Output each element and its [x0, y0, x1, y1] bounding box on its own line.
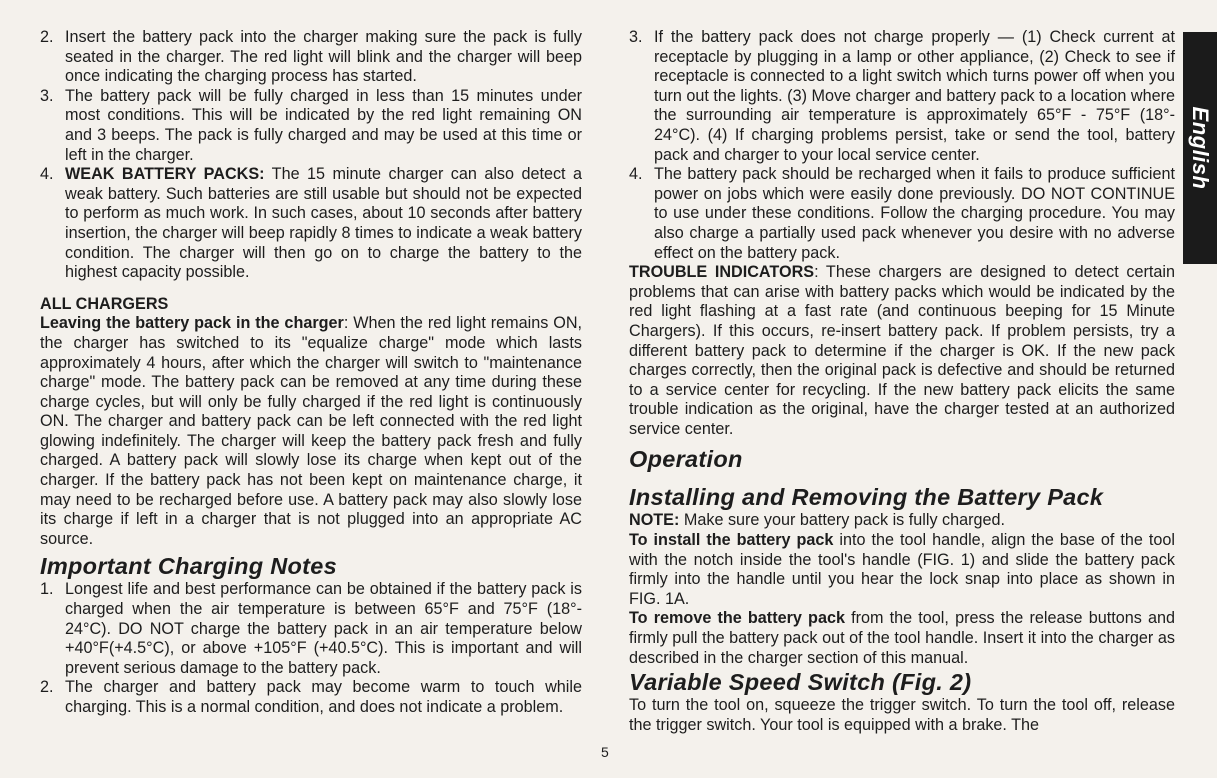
- list-item: [40, 28, 582, 87]
- language-side-tab: [1183, 32, 1217, 264]
- leaving-bold-lead: Leaving the battery pack in the charger: [40, 314, 344, 333]
- charging-steps-list: [40, 28, 582, 283]
- list-text: The 15 minute charger can also detect a weak battery. Such batteries are still usable but should not be expected to perform as much work. In such cases, about 10 seconds after battery insertion, the charger will beep rapidly 8 times to indicate a weak battery condition. The charger will then go on to charge the battery to the highest capacity possible.: [65, 165, 582, 282]
- list-item: [40, 678, 582, 717]
- list-number: 3.: [40, 86, 54, 105]
- variable-speed-paragraph: To turn the tool on, squeeze the trigger switch. To turn the tool off, release the trigger switch. Your tool is equipped with a brake. The: [629, 696, 1175, 734]
- leaving-text: : When the red light remains ON, the charger has switched to its "equalize charge" mode which lasts approximately 4 hours, after which the charger will switch to "maintenance charge" mode. The battery pack can be removed at any time during these charge cycles, but will only be fully charged if the red light is continuously ON. The charger and battery pack can be left connected with the red light glowing indefinitely. The charger will keep the battery pack fresh and fully charged. A battery pack will slowly lose its charge when kept out of the charger. If the battery pack has not been kept on maintenance charge, it may need to be recharged before use. A battery pack may also slowly lose its charge if left in a charger that is not plugged into an appropriate AC source.: [40, 314, 583, 548]
- list-item: [629, 165, 1175, 263]
- note-text: Make sure your battery pack is fully charged.: [679, 511, 1006, 530]
- note-paragraph: [629, 511, 1175, 531]
- install-paragraph: [629, 531, 1175, 609]
- language-tab-label: English: [1188, 106, 1213, 190]
- all-chargers-heading: ALL CHARGERS: [40, 294, 169, 313]
- leaving-paragraph: [40, 314, 582, 549]
- remove-bold-lead: To remove the battery pack: [629, 609, 845, 628]
- left-column: [40, 28, 582, 718]
- installing-heading: Installing and Removing the Battery Pack: [629, 484, 1104, 511]
- important-notes-heading: Important Charging Notes: [40, 553, 338, 580]
- note-bold-lead: NOTE:: [629, 511, 680, 530]
- right-column: [629, 28, 1175, 735]
- list-number: 1.: [40, 580, 54, 599]
- trouble-bold-lead: TROUBLE INDICATORS: [629, 263, 815, 282]
- install-text: into the tool handle, align the base of the tool with the notch inside the tool's handle (FIG. 1) and slide the battery pack firmly into the handle until you hear the lock snap into place as shown in FIG. 1A.: [629, 531, 1175, 608]
- list-text: The battery pack will be fully charged in less than 15 minutes under most conditions. This will be indicated by the red light remaining ON and 3 beeps. The pack is fully charged and may be used at this time or left in the charger.: [65, 86, 582, 164]
- list-text: Insert the battery pack into the charger making sure the pack is fully seated in the charger. The red light will blink and the charger will beep once indicating the charging process has started.: [65, 28, 582, 86]
- list-text: Longest life and best performance can be obtained if the battery pack is charged when the air temperature is between 65°F and 75°F (18°- 24°C). DO NOT charge the battery pack in an air temperature below +40°F(+4.5°C), or above +105°F (+40.5°C). This is important and will prevent serious damage to the battery pack.: [65, 580, 582, 677]
- install-bold-lead: To install the battery pack: [629, 531, 834, 550]
- trouble-text: : These chargers are designed to detect certain problems that can arise with battery packs which would be indicated by the red light flashing at a fast rate (and continuous beeping for 15 Minute Chargers). If this occurs, re-insert battery pack. If problem persists, try a different battery pack to determine if the charger is OK. If the new pack charges correctly, then the original pack is defective and should be returned to a service center for recycling. If the new battery pack elicits the same trouble indication as the original, have the charger tested at an authorized service center.: [629, 263, 1175, 438]
- list-item: [40, 165, 582, 283]
- important-notes-list: [40, 580, 582, 717]
- list-number: 3.: [629, 28, 643, 46]
- remove-text: from the tool, press the release buttons and firmly pull the battery pack out of the tool handle. Insert it into the charger as described in the charger section of this manual.: [629, 609, 1175, 667]
- list-bold-lead: WEAK BATTERY PACKS:: [65, 165, 265, 184]
- list-text: The battery pack should be recharged when it fails to produce sufficient power on jobs which were easily done previously. DO NOT CONTINUE to use under these conditions. Follow the charging procedure. You may also charge a partially used pack whenever you desire with no adverse effect on the battery pack.: [654, 165, 1175, 262]
- list-number: 2.: [40, 678, 54, 697]
- list-number: 4.: [629, 165, 643, 184]
- list-number: 4.: [40, 165, 54, 184]
- remove-paragraph: [629, 609, 1175, 668]
- list-item: [40, 580, 582, 678]
- charging-steps-list-continued: [629, 28, 1175, 263]
- list-text: The charger and battery pack may become warm to touch while charging. This is a normal condition, and does not indicate a problem.: [65, 678, 582, 716]
- variable-speed-heading: Variable Speed Switch (Fig. 2): [629, 669, 972, 696]
- list-text: If the battery pack does not charge properly — (1) Check current at receptacle by plugging in a lamp or other appliance, (2) Check to see if receptacle is connected to a light switch which turns power off when you turn out the lights. (3) Move charger and battery pack to a location where the surrounding air temperature is approximately 65°F - 75°F (18°- 24°C). (4) If charging problems persist, take or send the tool, battery pack and charger to your local service center.: [654, 28, 1175, 164]
- list-item: [629, 28, 1175, 165]
- operation-heading: Operation: [629, 446, 743, 473]
- page-number: 5: [601, 744, 609, 760]
- list-number: 2.: [40, 28, 54, 46]
- list-item: [40, 87, 582, 165]
- trouble-paragraph: [629, 263, 1175, 439]
